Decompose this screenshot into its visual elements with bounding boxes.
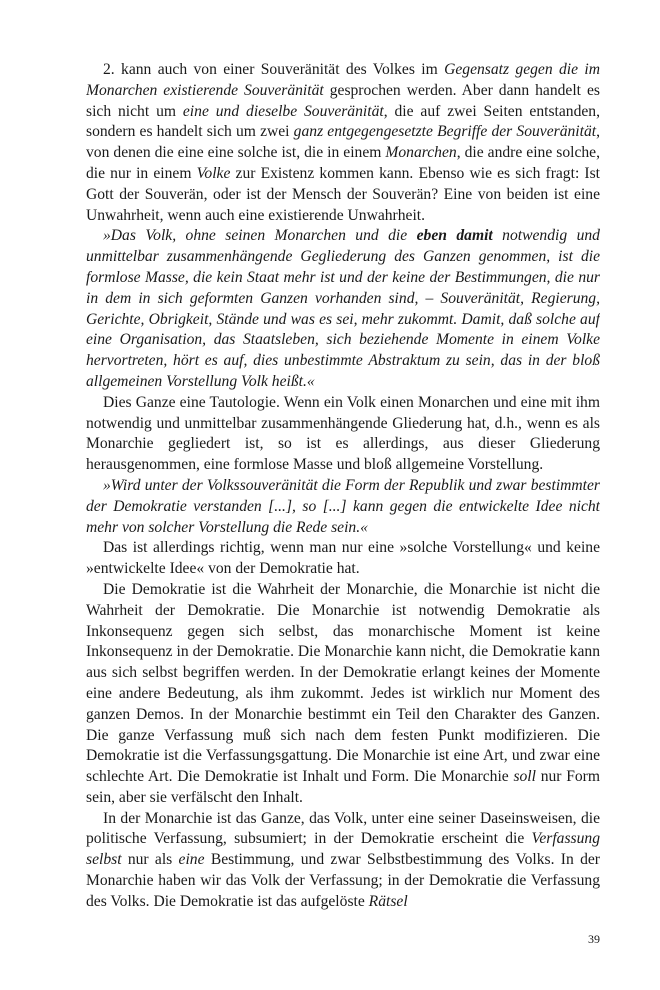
text-run: gesprochen werden. Aber dann handelt es sich nicht um: [86, 81, 600, 120]
italic-text: Verfassung selbst: [86, 830, 600, 869]
text-run: »Wird unter der Volkssouveränität die Form der Republik und zwar bestimmter der Demokratie verstanden [...], so [...] kann gegen die entwickelte Idee nicht mehr von solcher Vorstellung die Rede sein.«: [86, 476, 600, 536]
paragraph: [86, 60, 600, 226]
quoted-paragraph: [86, 226, 600, 392]
italic-text: Volke: [196, 164, 231, 182]
italic-text: soll: [513, 768, 536, 786]
paragraph: [86, 538, 600, 580]
italic-text: Monarchen: [385, 144, 457, 162]
text-run: Bestimmung, und zwar Selbstbestimmung des Volks. In der Monarchie haben wir das Volk der Verfassung; in der Demokratie die Verfassung des Volks. Die Demokratie ist das aufgelöste: [86, 851, 600, 910]
text-run: nur Form sein, aber sie verfälscht den Inhalt.: [86, 768, 600, 806]
text-run: , die andre eine solche, die nur in einem: [86, 144, 600, 182]
italic-text: ganz entgegengesetzte Begriffe der Souveränität: [293, 123, 597, 141]
italic-text: Gegensatz gegen die im Monarchen existierende Souveränität: [86, 61, 600, 99]
text-run: , von denen die eine eine solche ist, die in einem: [86, 123, 600, 162]
text-run: Die Demokratie ist die Wahrheit der Monarchie, die Monarchie ist nicht die Wahrheit der Demokratie. Die Monarchie ist notwendig Demokratie als Inkonsequenz gegen sich selbst, das monarchische Moment ist keine Inkonsequenz in der Demokratie. Die Monarchie kann nicht, die Demokratie kann aus sich selbst begriffen werden. In der Demokratie erlangt keines der Momente eine andere Bedeutung, als ihm zukommt. Jedes ist wirklich nur Moment des ganzen Demos. In der Monarchie bestimmt ein Teil den Charakter des Ganzen. Die ganze Verfassung muß sich nach dem festen Punkt modifizieren. Die Demokratie ist die Verfassungsgattung. Die Monarchie ist eine Art, und zwar eine schlechte Art. Die Demokratie ist Inhalt und Form. Die Monarchie: [86, 580, 600, 786]
text-run: notwendig und unmittelbar zusammenhängende Gegliederung des Ganzen genommen, ist die formlose Masse, die kein Staat mehr ist und der keine der Bestimmungen, die nur in dem in sich geformten Ganzen vorhanden sind, – Souveränität, Regierung, Gerichte, Obrigkeit, Stände und was es sei, mehr zukommt. Damit, daß solche auf eine Organisation, das Staatsleben, sich beziehende Momente in einem Volke hervortreten, hört es auf, dies unbestimmte Abstraktum zu sein, das in der bloß allgemeinen Vorstellung Volk heißt.«: [86, 227, 600, 390]
text-run: Dies Ganze eine Tautologie. Wenn ein Volk einen Monarchen und eine mit ihm notwendig und unmittelbar zusammenhängende Gliederung hat, d.h., wenn es als Monarchie gegliedert ist, so ist es allerdings, aus dieser Gliederung herausgenommen, eine formlose Masse und bloß allgemeine Vorstellung.: [86, 393, 600, 474]
text-run: , die auf zwei Seiten entstanden, sondern es handelt sich um zwei: [86, 102, 600, 141]
italic-text: eine: [178, 851, 205, 869]
italic-text: eine und dieselbe Souveränität: [182, 102, 384, 120]
page-number: 39: [588, 932, 600, 946]
text-run: 2. kann auch von einer Souveränität des Volkes im: [103, 61, 445, 78]
text-run: In der Monarchie ist das Ganze, das Volk, unter eine seiner Daseinsweisen, die politische Verfassung, subsumiert; in der Demokratie erscheint die: [86, 809, 600, 848]
bold-text: eben damit: [416, 227, 493, 245]
text-run: »Das Volk, ohne seinen Monarchen und die: [103, 227, 417, 245]
text-run: zur Existenz kommen kann. Ebenso wie es sich fragt: Ist Gott der Souverän, oder ist der Mensch der Souverän? Eine von beiden ist eine Unwahrheit, wenn auch eine existierende Unwahrheit.: [86, 164, 600, 224]
book-page-body: [86, 60, 600, 940]
text-run: Das ist allerdings richtig, wenn man nur eine »solche Vorstellung« und keine »entwickelte Idee« von der Demokratie hat.: [86, 539, 600, 578]
paragraph: [86, 809, 600, 913]
paragraph: [86, 393, 600, 476]
paragraph: [86, 580, 600, 809]
text-run: nur als: [121, 851, 179, 869]
quoted-paragraph: [86, 476, 600, 538]
italic-text: Rätsel: [368, 892, 408, 910]
